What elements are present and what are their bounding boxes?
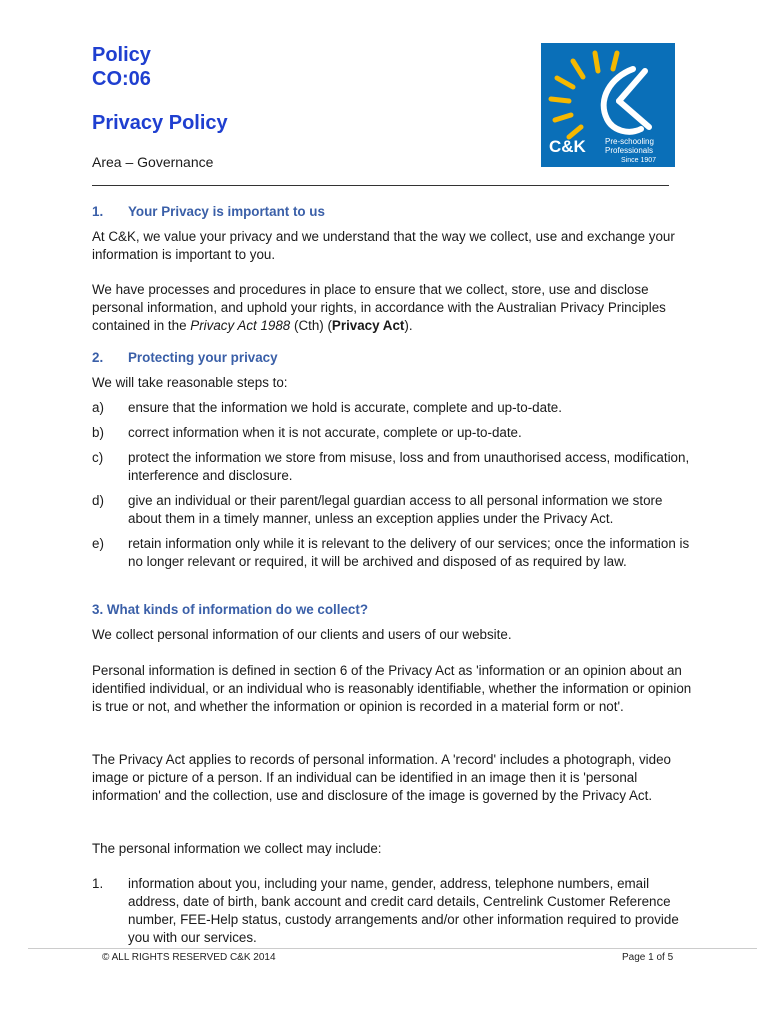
list-item-label: c) bbox=[92, 450, 104, 465]
section-3-paragraph-1: We collect personal information of our clients and users of our website. bbox=[92, 627, 512, 642]
section-2-heading bbox=[92, 349, 278, 367]
section-1-number: 1. bbox=[92, 204, 104, 219]
section-1-paragraph-1: At C&K, we value your privacy and we understand that the way we collect, use and exchange your information is important to you. bbox=[92, 229, 675, 262]
logo-tagline-2: Professionals bbox=[605, 146, 654, 155]
para2-start: We have processes and procedures in place to ensure that we collect, store, use and disclose personal information, and uphold your rights, in accordance with the Australian Privacy Principles contained in the bbox=[92, 282, 666, 333]
section-2-title: Protecting your privacy bbox=[128, 350, 278, 365]
list-item-text: retain information only while it is relevant to the delivery of our services; once the information is no longer relevant or required, it will be archived and disposed of as required by law. bbox=[128, 536, 690, 569]
list-item bbox=[92, 492, 692, 528]
list-item-text: give an individual or their parent/legal guardian access to all personal information we store about them in a timely manner, unless an exception applies under the Privacy Act. bbox=[128, 493, 663, 526]
area-label: Area – Governance bbox=[92, 154, 214, 170]
list-item bbox=[92, 875, 692, 947]
list-item bbox=[92, 424, 692, 442]
list-item bbox=[92, 399, 692, 417]
list-item-label: d) bbox=[92, 493, 104, 508]
page-title: Privacy Policy bbox=[92, 112, 228, 134]
list-item bbox=[92, 535, 692, 571]
section-3-paragraph-3: The Privacy Act applies to records of personal information. A 'record' includes a photograph, video image or picture of a person. If an individual can be identified in an image then it is 'personal information' and the collection, use and disclosure of the image is governed by the Privacy Act. bbox=[92, 752, 671, 803]
section-2-intro: We will take reasonable steps to: bbox=[92, 375, 288, 390]
ck-logo bbox=[541, 43, 675, 167]
list-item-label: a) bbox=[92, 400, 104, 415]
section-1-heading bbox=[92, 203, 325, 221]
list-item-text: protect the information we store from misuse, loss and from unauthorised access, modification, interference and disclosure. bbox=[128, 450, 690, 483]
list-item-text: ensure that the information we hold is accurate, complete and up-to-date. bbox=[128, 400, 562, 415]
list-item-label: e) bbox=[92, 536, 104, 551]
list-item-text: correct information when it is not accurate, complete or up-to-date. bbox=[128, 425, 522, 440]
footer-page-number: Page 1 of 5 bbox=[622, 952, 674, 963]
footer-divider bbox=[28, 948, 757, 949]
section-1-paragraph-2 bbox=[92, 281, 692, 335]
para2-end: ). bbox=[404, 318, 413, 333]
list-item-label: b) bbox=[92, 425, 104, 440]
logo-tagline-3: Since 1907 bbox=[621, 157, 657, 164]
header-divider bbox=[92, 185, 669, 186]
section-3-paragraph-2: Personal information is defined in section 6 of the Privacy Act as 'information or an opinion about an identified individual, or an individual who is reasonably identifiable, whether the information or opinion is true or not, and whether the information or opinion is recorded in a material form or not'. bbox=[92, 663, 692, 714]
privacy-act-italic: Privacy Act 1988 bbox=[190, 318, 291, 333]
policy-label: Policy bbox=[92, 44, 151, 66]
footer-copyright: © ALL RIGHTS RESERVED C&K 2014 bbox=[102, 952, 276, 963]
logo-brand: C&K bbox=[549, 137, 586, 156]
logo-tagline-1: Pre-schooling bbox=[605, 137, 654, 146]
privacy-act-bold: Privacy Act bbox=[331, 318, 405, 333]
section-3-paragraph-4: The personal information we collect may include: bbox=[92, 841, 382, 856]
list-item bbox=[92, 449, 692, 485]
para2-mid: (Cth) ( bbox=[290, 318, 332, 333]
section-3-heading: 3. What kinds of information do we collect? bbox=[92, 602, 369, 617]
section-1-title: Your Privacy is important to us bbox=[128, 204, 325, 219]
section-2-number: 2. bbox=[92, 350, 104, 365]
list-item-text: information about you, including your name, gender, address, telephone numbers, email address, date of birth, bank account and credit card details, Centrelink Customer Reference number, FEE-Help status, custody arrangements and/or other information required to provide you with our services. bbox=[128, 876, 679, 945]
policy-code: CO:06 bbox=[92, 68, 151, 90]
list-item-label: 1. bbox=[92, 876, 104, 891]
